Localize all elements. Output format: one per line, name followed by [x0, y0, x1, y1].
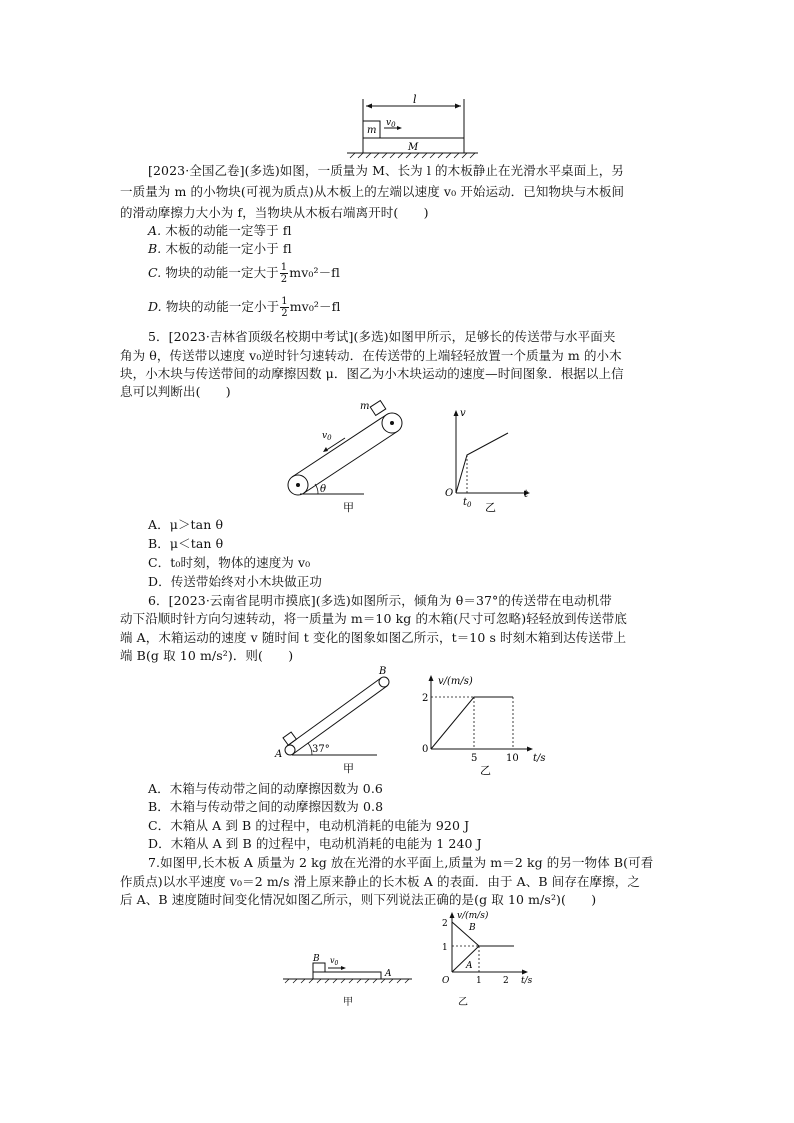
q6-option-d: D．木箱从 A 到 B 的过程中，电动机消耗的电能为 1 240 J [148, 836, 482, 851]
q5-jia-caption: 甲 [343, 501, 354, 514]
q5-option-a: A．μ＞tan θ [148, 517, 224, 532]
q4-option-a: A. 木板的动能一定等于 fl [148, 223, 292, 238]
q6-yi-caption: 乙 [480, 764, 491, 777]
q6-yi-tick-5: 5 [471, 753, 478, 764]
q6-stem-line-3: 端 A，木箱运动的速度 v 随时间 t 变化的图象如图乙所示，t＝10 s 时刻木箱到达传送带上 [120, 630, 627, 645]
q7-jia-v0-label: $v_0$ [330, 956, 339, 967]
q4-stem-line-3: 的滑动摩擦力大小为 f，当物块从木板右端离开时( ) [120, 205, 429, 220]
q4-stem-line-2: 一质量为 m 的小物块(可视为质点)从木板上的左端以速度 v₀ 开始运动．已知物块与木板间 [120, 184, 625, 199]
q4-stem-line-1: [2023·全国乙卷](多选)如图，一质量为 M、长为 l 的木板静止在光滑水平桌面上，另 [148, 163, 625, 178]
q7-yi-line-b [452, 922, 514, 946]
q5-jia-theta-label: θ [320, 484, 327, 495]
q7-yi-xlabel: t/s [521, 976, 533, 986]
q4-option-d-fraction: $\frac{1}{2}$ [281, 296, 288, 319]
q7-jia-a-label: A [385, 969, 392, 979]
q6-option-a: A．木箱与传动带之间的动摩擦因数为 0.6 [148, 781, 383, 796]
q4-board-M-label: M [408, 142, 419, 153]
q5-option-d: D．传送带始终对小木块做正功 [148, 574, 322, 589]
q4-option-c: C. 物块的动能一定大于 $\frac{1}{2}$ mv₀²－fl [148, 262, 341, 285]
q6-yi-origin: 0 [422, 744, 429, 755]
q7-yi-tick-x2: 2 [503, 976, 509, 986]
q5-yi-t0-label: $t_0$ [463, 497, 472, 509]
q5-yi-t-label: t [524, 489, 529, 500]
q7-yi-caption: 乙 [458, 997, 468, 1008]
q7-yi-origin: O [442, 976, 450, 986]
q7-yi-a-label: A [466, 961, 473, 971]
q5-stem-line-2: 角为 θ，传送带以速度 v₀逆时针匀速转动．在传送带的上端轻轻放置一个质量为 m 的小木 [120, 348, 622, 363]
q4-option-d: D. 物块的动能一定小于 $\frac{1}{2}$ mv₀²－fl [148, 296, 341, 319]
q7-stem-line-3: 后 A、B 速度随时间变化情况如图乙所示，则下列说法正确的是(g 取 10 m/s²)( ) [120, 892, 597, 907]
q4-length-label: l [413, 93, 417, 106]
q6-yi-tick-10: 10 [506, 753, 519, 764]
q7-yi-ylabel: v/(m/s) [457, 911, 489, 921]
q5-yi-origin-label: O [445, 488, 454, 499]
q4-v0-label: $v_0$ [386, 118, 396, 129]
q4-block-m-label: m [367, 125, 377, 136]
q6-stem-line-1: 6．[2023·云南省昆明市摸底](多选)如图所示，倾角为 θ＝37°的传送带在电动机带 [148, 593, 612, 608]
q5-jia-v0-label: $v_0$ [322, 431, 332, 442]
q6-stem-line-4: 端 B(g 取 10 m/s²)．则( ) [120, 648, 294, 663]
q7-yi-tick-1: 1 [442, 943, 448, 953]
q4-option-c-fraction: $\frac{1}{2}$ [280, 262, 288, 285]
q7-jia-caption: 甲 [343, 997, 353, 1008]
q6-jia-caption: 甲 [343, 762, 354, 775]
q5-option-b: B．μ＜tan θ [148, 536, 224, 551]
q7-jia-b-label: B [313, 954, 320, 964]
q5-stem-line-3: 块，小木块与传送带间的动摩擦因数 μ．图乙为小木块运动的速度—时间图象．根据以上信 [120, 366, 624, 381]
q5-stem-line-4: 息可以判断出( ) [120, 384, 231, 399]
q6-option-c: C．木箱从 A 到 B 的过程中，电动机消耗的电能为 920 J [148, 818, 470, 833]
q6-yi-xlabel: t/s [533, 753, 546, 764]
q6-yi-ylabel: v/(m/s) [438, 676, 473, 687]
q5-stem-line-1: 5．[2023·吉林省顶级名校期中考试](多选)如图甲所示，足够长的传送带与水平面夹 [148, 329, 616, 344]
q6-option-b: B．木箱与传动带之间的动摩擦因数为 0.8 [148, 799, 384, 814]
q7-yi-b-label: B [469, 923, 476, 933]
q6-yi-tick-2: 2 [422, 693, 429, 704]
q7-yi-tick-x1: 1 [476, 976, 482, 986]
q5-jia-m-label: m [360, 401, 370, 412]
q4-option-b: B. 木板的动能一定小于 fl [148, 241, 292, 256]
q5-option-c: C．t₀时刻，物体的速度为 v₀ [148, 555, 311, 570]
q6-jia-angle-label: 37° [312, 744, 330, 755]
q7-stem-line-2: 作质点)以水平速度 v₀＝2 m/s 滑上原来静止的长木板 A 的表面．由于 A、B 间存在摩擦，之 [120, 874, 640, 889]
q6-stem-line-2: 动下沿顺时针方向匀速转动，将一质量为 m＝10 kg 的木箱(尺寸可忽略)轻轻放到传送带底 [120, 611, 628, 626]
q7-stem-line-1: 7.如图甲,长木板 A 质量为 2 kg 放在光滑的水平面上,质量为 m＝2 kg 的另一物体 B(可看 [148, 855, 654, 870]
q6-jia-a-label: A [275, 749, 283, 760]
q5-yi-v-label: v [460, 408, 466, 419]
q5-yi-caption: 乙 [485, 501, 496, 514]
q6-jia-b-label: B [379, 666, 387, 677]
q7-yi-tick-2: 2 [442, 919, 448, 929]
